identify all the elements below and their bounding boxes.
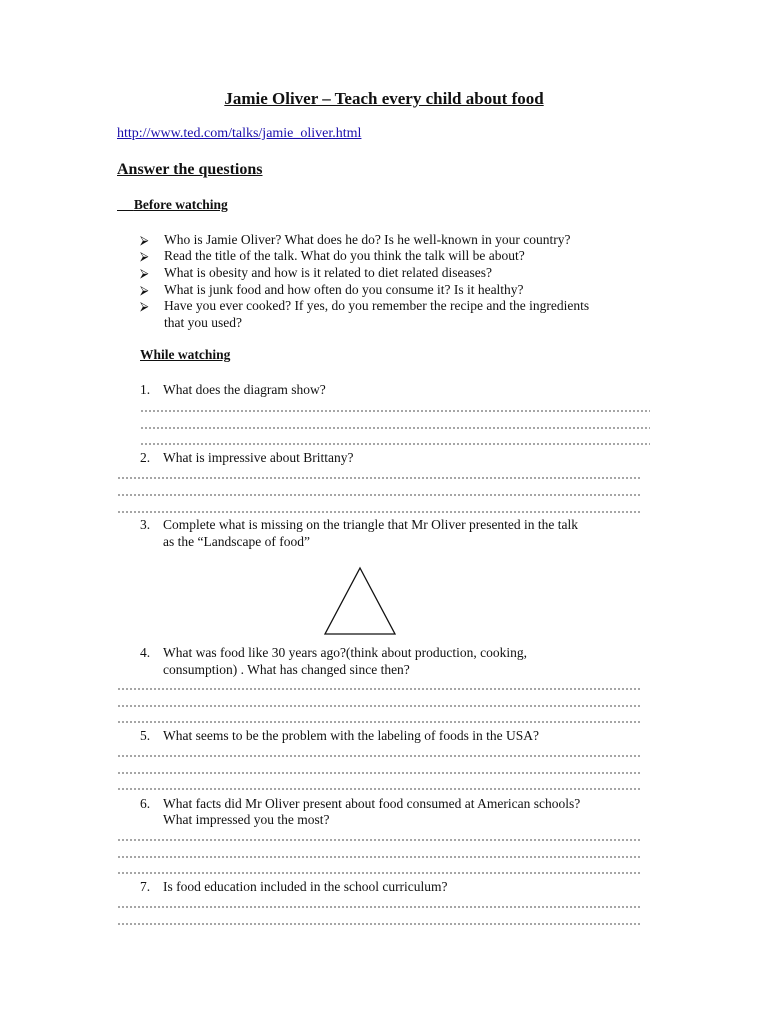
page-title: Jamie Oliver – Teach every child about food (224, 89, 544, 108)
answer-line[interactable] (117, 688, 642, 690)
worksheet-page: Jamie Oliver – Teach every child about food http://www.ted.com/talks/jamie_oliver.html Answer the questions Before watching ⮚ Who is Jamie Oliver? What does he do? Is he well-known in your country? ⮚ Read the title of the talk. What do you think the talk will be about? ⮚ What is obesity and how is it related to diet related diseases? ⮚ What is junk food and how often do you consume it? Is it healthy? ⮚ Have you ever cooked? If yes, do you remember the recipe and the ingredients that you used? While watching 1. What does the diagram show? 2. What is impressive about Brittany? 3. Complete what is missing on the triangle that Mr Oliver presented in the talk as the “Landscape of food” 4. What was food like 30 years ago?(think about production, cooking, consumption) . What has changed since then? 5. What seems to be the problem with the labeling of foods in the USA? 6. What facts did Mr Oliver present about food consumed at American schools? What impressed you the most? 7. Is food education included in the school curriculum? (0, 0, 768, 1024)
answer-line[interactable] (117, 705, 642, 707)
answer-line[interactable] (140, 427, 650, 429)
answer-line[interactable] (117, 755, 642, 757)
answer-line[interactable] (117, 772, 642, 774)
answer-line[interactable] (117, 788, 642, 790)
arrow-bullet-icon: ⮚ (140, 299, 149, 313)
arrow-bullet-icon: ⮚ (140, 266, 149, 280)
answer-line[interactable] (117, 923, 642, 925)
answer-heading: Answer the questions (117, 161, 263, 178)
answer-line[interactable] (117, 494, 642, 496)
landscape-of-food-triangle (323, 566, 397, 636)
arrow-bullet-icon: ⮚ (140, 249, 149, 263)
answer-line[interactable] (140, 410, 650, 412)
while-watching-heading: While watching (140, 347, 231, 362)
answer-line[interactable] (117, 872, 642, 874)
answer-line[interactable] (117, 856, 642, 858)
answer-line[interactable] (140, 443, 650, 445)
answer-line[interactable] (117, 477, 642, 479)
before-watching-label: Before watching (133, 197, 228, 212)
arrow-bullet-icon: ⮚ (140, 233, 149, 247)
before-watching-heading (117, 197, 228, 213)
answer-line[interactable] (117, 906, 642, 908)
answer-line[interactable] (117, 721, 642, 723)
answer-line[interactable] (117, 839, 642, 841)
arrow-bullet-icon: ⮚ (140, 283, 149, 297)
talk-link[interactable]: http://www.ted.com/talks/jamie_oliver.html (117, 126, 362, 141)
answer-line[interactable] (117, 511, 642, 513)
